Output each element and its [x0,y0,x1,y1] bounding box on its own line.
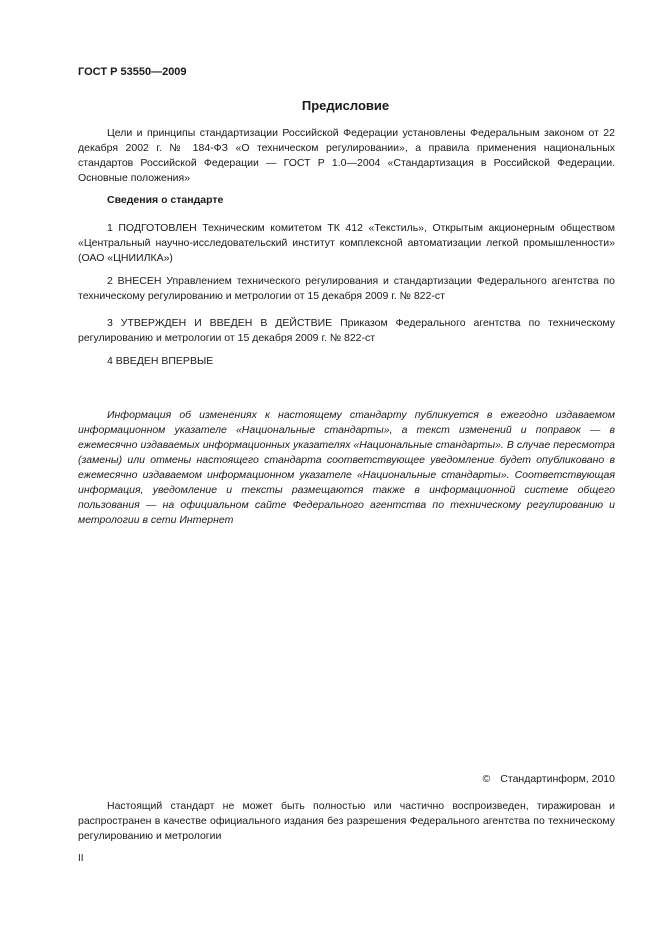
changes-notice: Информация об изменениях к настоящему стандарту публикуется в ежегодно издаваемом информационном указателе «Национальные стандарты», а текст изменений и поправок — в ежемесячно издаваемых информационных указателях «Национальные стандарты». В случае пересмотра (замены) или отмены настоящего стандарта соответствующее уведомление будет опубликовано в ежемесячно издаваемом информационном указателе «Национальные стандарты». Соответствующая информация, уведомление и тексты размещаются также в информационной системе общего пользования — на официальном сайте Федерального агентства по техническому регулированию и метрологии в сети Интернет [78,409,615,526]
copyright-holder: Стандартинформ, 2010 [500,773,615,785]
info-item-first-introduced: 4 ВВЕДЕН ВПЕРВЫЕ [107,355,214,367]
foreword-intro: Цели и принципы стандартизации Российской Федерации установлены Федеральным законом от 22 декабря 2002 г. № 184-ФЗ «О техническом регулировании», а правила применения национальных стандартов Российской Федерации — ГОСТ Р 1.0—2004 «Стандартизация в Российской Федерации. Основные положения» [78,127,615,184]
info-item-introduced: 2 ВНЕСЕН Управлением технического регулирования и стандартизации Федерального агентства по техническому регулированию и метрологии от 15 декабря 2009 г. № 822-ст [78,275,615,302]
standard-info-heading: Сведения о стандарте [107,194,224,206]
page-number: II [78,853,84,864]
copyright-line [483,773,615,785]
foreword-title: Предисловие [301,98,390,113]
info-item-approved: 3 УТВЕРЖДЕН И ВВЕДЕН В ДЕЙСТВИЕ Приказом Федерального агентства по техническому регулированию и метрологии от 15 декабря 2009 г. № 822-ст [78,317,615,344]
reproduction-notice: Настоящий стандарт не может быть полностью или частично воспроизведен, тиражирован и распространен в качестве официального издания без разрешения Федерального агентства по техническому регулированию и метрологии [78,800,615,842]
copyright-symbol: © [482,773,491,785]
document-code: ГОСТ Р 53550—2009 [78,66,187,78]
info-item-prepared: 1 ПОДГОТОВЛЕН Техническим комитетом ТК 412 «Текстиль», Открытым акционерным обществом «Центральный научно-исследовательский институт комплексной автоматизации легкой промышленности» (ОАО «ЦНИИЛКА») [78,222,615,264]
